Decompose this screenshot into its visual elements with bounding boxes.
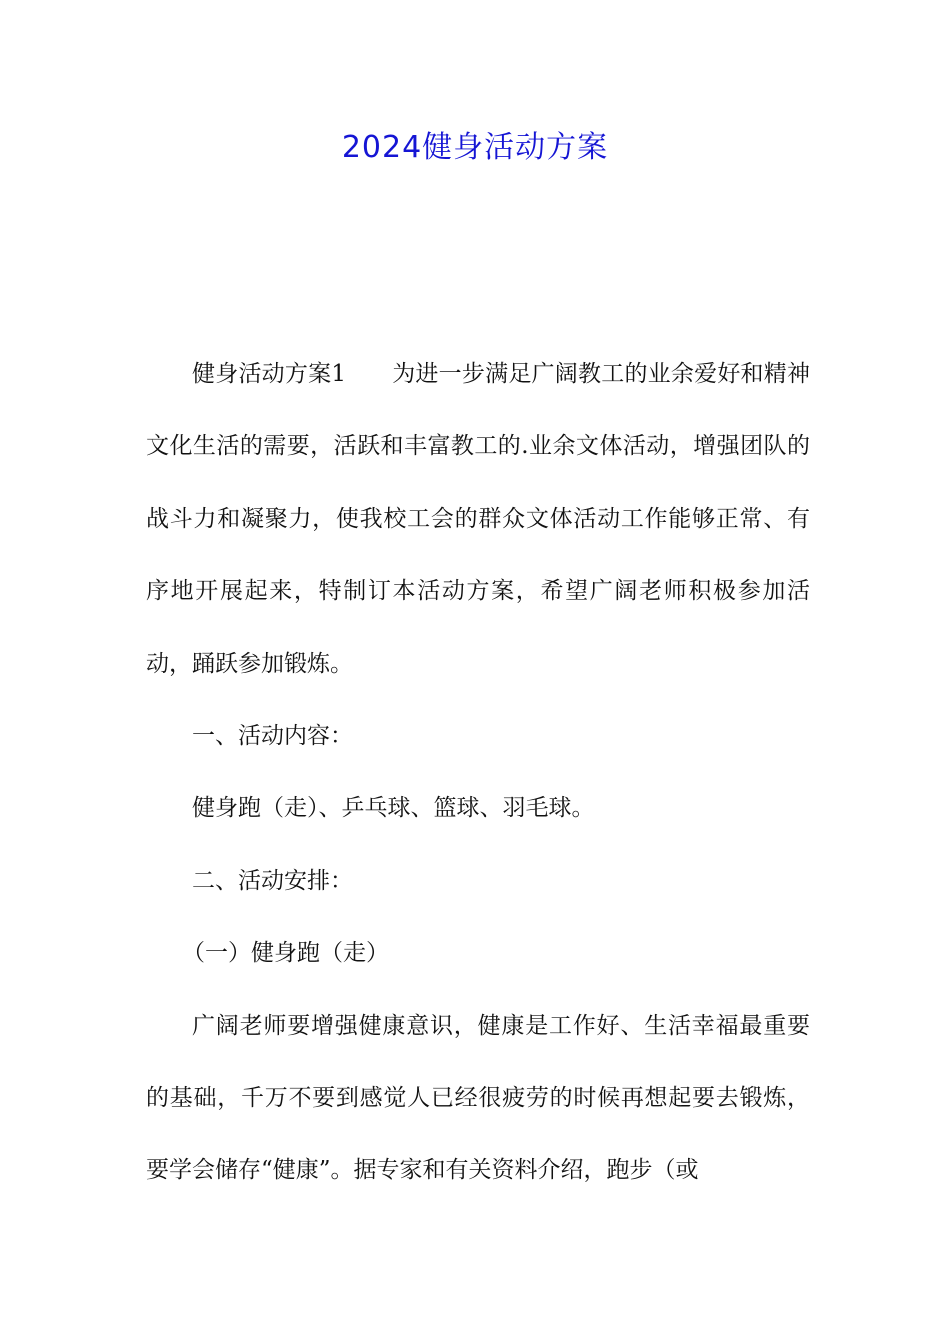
intro-paragraph [146, 338, 810, 700]
content-list: 健身跑（走）、乒乓球、篮球、羽毛球。 [192, 795, 595, 822]
running-paragraph: 广阔老师要增强健康意识，健康是工作好、生活幸福最重要的基础，千万不要到感觉人已经很疲劳的时候再想起要去锻炼，要学会储存“健康”。据专家和有关资料介绍，跑步（或 [146, 1012, 810, 1184]
document-title: 2024健身活动方案 [341, 130, 609, 165]
intro-heading: 健身活动方案1 [192, 361, 346, 387]
section-heading-content: 一、活动内容： [192, 723, 353, 750]
section-heading-schedule: 二、活动安排： [192, 867, 353, 894]
document-body [146, 338, 810, 1207]
subsection-heading-running: （一）健身跑（走） [182, 940, 389, 967]
intro-text: 为进一步满足广阔教工的业余爱好和精神文化生活的需要，活跃和丰富教工的.业余文体活动，增强团队的战斗力和凝聚力，使我校工会的群众文体活动工作能够正常、有序地开展起来，特制订本活动方案，希望广阔老师积极参加活动，踊跃参加锻炼。 [146, 361, 811, 677]
